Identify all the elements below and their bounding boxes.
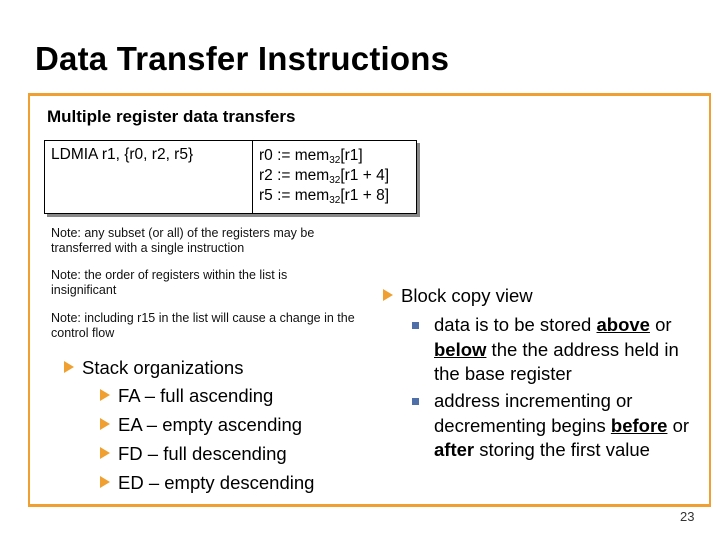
instruction-box-divider (252, 141, 253, 213)
square-bullet-icon (412, 322, 419, 329)
arrow-bullet-icon (383, 289, 393, 301)
arrow-bullet-icon (100, 476, 110, 488)
block-copy-heading: Block copy view (383, 285, 533, 307)
effect-line: r5 := mem$_{32}$[r1 + 8] (259, 187, 390, 206)
stack-item-fd: FD – full descending (100, 443, 287, 465)
arrow-bullet-icon (100, 447, 110, 459)
footer-divider (28, 504, 711, 507)
arrow-bullet-icon (100, 418, 110, 430)
note-r15: Note: including r15 in the list will cause a change in the control flow (51, 311, 355, 340)
frame-left-border (28, 96, 30, 504)
block-copy-bullet-increment: address incrementing or decrementing begins before or after storing the first value (412, 389, 702, 463)
note-subset: Note: any subset (or all) of the registers may be transferred with a single instruction (51, 226, 315, 255)
slide-title: Data Transfer Instructions (35, 40, 450, 77)
title-divider (28, 93, 711, 96)
square-bullet-icon (412, 398, 419, 405)
page-number: 23 (680, 509, 695, 524)
arrow-bullet-icon (100, 389, 110, 401)
instruction-effects (259, 146, 389, 206)
stack-item-ea: EA – empty ascending (100, 414, 302, 436)
section-subtitle: Multiple register data transfers (47, 107, 296, 126)
instruction-command: LDMIA r1, {r0, r2, r5} (51, 146, 194, 163)
stack-item-fa: FA – full ascending (100, 385, 273, 407)
effect-line: r2 := mem$_{32}$[r1 + 4] (259, 167, 390, 186)
stack-item-ed: ED – empty descending (100, 472, 314, 494)
note-order: Note: the order of registers within the list is insignificant (51, 268, 288, 297)
stack-heading: Stack organizations (64, 357, 243, 379)
arrow-bullet-icon (64, 361, 74, 373)
frame-right-border (709, 96, 711, 504)
instruction-box (44, 140, 417, 214)
effect-line: r0 := mem$_{32}$[r1] (259, 147, 363, 166)
block-copy-bullet-storage: data is to be stored above or below the the address held in the base register (412, 313, 702, 387)
